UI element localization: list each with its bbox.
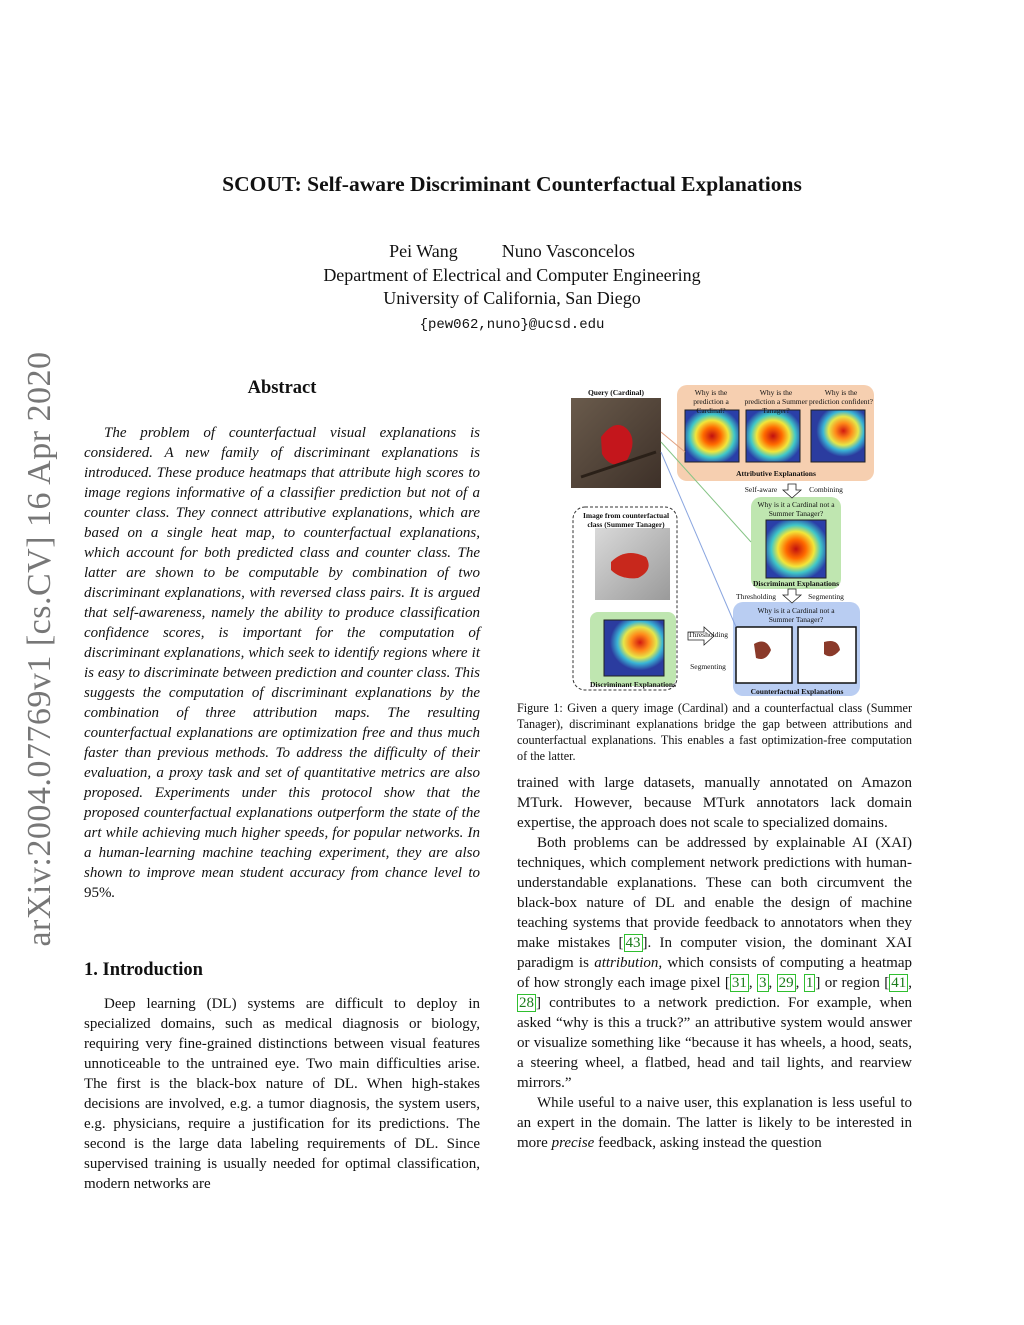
emphasis: attribution, — [594, 955, 663, 971]
question-confidence: Why is the prediction confident? — [809, 388, 873, 406]
figure-caption: Figure 1: Given a query image (Cardinal) and a counterfactual class (Summer Tanager), discriminant explanations bridge the gap between attributions and counterfactual explanations. This enables a fast optimization-free computation of the latter. — [517, 701, 912, 763]
university: University of California, San Diego — [383, 288, 641, 308]
text-run: feedback, asking instead the question — [598, 1135, 822, 1151]
heatmap-discriminant — [766, 520, 826, 578]
question-cardinal: Why is the prediction a Cardinal? — [693, 388, 729, 415]
thresholding-label: Thresholding — [736, 592, 776, 601]
heatmap-left-discriminant — [604, 620, 664, 676]
arrow-thresholding-label: Thresholding — [688, 630, 728, 639]
question-tanager: Why is the prediction a Summer Tanager? — [744, 388, 808, 415]
emphasis: precise — [551, 1135, 595, 1151]
attributive-label: Attributive Explanations — [736, 469, 816, 478]
author-block — [0, 240, 1024, 337]
paragraph: Deep learning (DL) systems are difficult to deploy in specialized domains, such as medical diagnosis or biology, requiring very fine-grained distinctions between visual features unnoticeable to the untrained eye. Two main difficulties arise. The first is the black-box nature of DL. When high-stakes decisions are involved, e.g. a tumor diagnosis, the system users, e.g. physicians, require a justification for its predictions. The second is the large data labeling requirements of DL. Since supervised training is usually needed for optimal classification, modern networks are — [84, 996, 480, 1192]
abstract-percentage: 95% — [84, 885, 112, 901]
paragraph: Both problems can be addressed by explainable AI (XAI) techniques, which complement network predictions with human-understandable explanations. These can both circumvent the black-box nature of DL and enable the design of machine teaching systems that provide feedback to annotators when they make mistakes [ 43 ]. In computer vision, the dominant XAI paradigm is attribution, which consists of computing a heatmap of how strongly each image pixel [ 31 , 3 , 29 , 1 ] or region [ 41 , 28 ] contributes to a network prediction. For example, when asked “why is this a truck?” an attributive system would answer or visualize something like “because it has wheels, a hood, seats, a steering wheel, a flatbed, head and tail lights, and rearview mirrors.” — [517, 835, 913, 1091]
arrow-segmenting-label: Segmenting — [690, 662, 726, 671]
heatmap-tanager — [746, 410, 800, 462]
counterfactual-label: Counterfactual Explanations — [750, 687, 844, 696]
discriminant-question: Why is it a Cardinal not a Summer Tanager? — [757, 500, 835, 518]
abstract-body: The problem of counterfactual visual explanations is considered. A new family of discriminant explanations is introduced. These produce heatmaps that attribute high scores to image regions informative of a classifier prediction but not of a counter class. They connect attributive explanations, which are based on a single heat map, to counterfactual explanations, which account for both predicted class and counter class. The latter are shown to be computable by combination of two discriminant explanations, with reversed class pairs. It is argued that self-awareness, namely the ability to produce classification confidence scores, is important for the computation of discriminant explanations, which seek to identify regions where it is easy to discriminate between prediction and counter class. This suggests the computation of discriminant explanations by the combination of three attribution maps. The resulting counterfactual explanations are optimization free and thus much faster than previous methods. To address the difficulty of their evaluation, a proxy task and set of quantitative metrics are also proposed. Experiments under this protocol show that the proposed counterfactual explanations outperform the state of the art while achieving much higher speeds, for popular networks. In a human-learning machine teaching experiment, they are also shown to improve mean student accuracy from chance level to — [84, 425, 480, 881]
text-run: contributes to a network prediction. For example, when asked “why is this a truck?” an attributive system would answer or visualize something like “because it has wheels, a hood, seats, a steering wheel, a flatbed, head and tail lights, and rearview mirrors.” — [517, 995, 913, 1091]
section-heading: 1. Introduction — [84, 960, 203, 980]
paper-title: SCOUT: Self-aware Discriminant Counterfactual Explanations — [222, 172, 802, 196]
citation-link[interactable]: 3 — [759, 975, 767, 991]
heatmap-confidence — [811, 410, 865, 462]
author-names — [0, 240, 1024, 264]
paragraph: trained with large datasets, manually annotated on Amazon MTurk. However, because MTurk annotators lack domain expertise, the approach does not scale to specialized domains. — [517, 775, 912, 831]
email: {pew062,nuno}@ucsd.edu — [419, 316, 605, 333]
text-run: or region — [824, 975, 880, 991]
arxiv-identifier: arXiv:2004.07769v1 [cs.CV] 16 Apr 2020 — [21, 351, 58, 947]
citation-link[interactable]: 28 — [519, 995, 534, 1011]
counterfactual-question: Why is it a Cardinal not a Summer Tanager? — [757, 606, 835, 624]
counterfactual-class-label: Image from counterfactual class (Summer Tanager) — [582, 511, 670, 529]
citation-link[interactable]: 1 — [805, 975, 814, 991]
abstract-heading: Abstract — [247, 378, 317, 398]
text-run: Both problems can be addressed by explainable AI (XAI) techniques, which complement network predictions with human-understandable explanations. These can both circumvent the black-box nature of DL and enable the design of machine teaching systems that provide feedback to annotators when they make mistakes — [517, 835, 912, 951]
citation-link[interactable]: 41 — [891, 975, 907, 991]
department: Department of Electrical and Computer Engineering — [323, 264, 701, 285]
abstract-text — [84, 423, 480, 903]
citation-link[interactable]: 43 — [625, 935, 641, 951]
intro-column-left — [84, 994, 480, 1194]
self-aware-label: Self-aware — [744, 485, 778, 494]
intro-column-right — [517, 773, 912, 1153]
text-run: While useful to a naive user, this explanation is less useful to an expert in the domain. The latter is likely to be interested in more — [517, 1095, 912, 1151]
text-run: . In computer vision, the dominant XAI paradigm is — [517, 935, 912, 971]
author-name: Nuno Vasconcelos — [501, 241, 635, 261]
paragraph — [517, 1093, 912, 1153]
segmenting-label: Segmenting — [808, 592, 844, 601]
figure-diagram — [566, 382, 886, 696]
citation-link[interactable]: 29 — [778, 975, 794, 991]
combining-label: Combining — [809, 485, 843, 494]
figure-1 — [566, 382, 886, 696]
left-discriminant-label: Discriminant Explanations — [589, 680, 677, 689]
text-run: which consists of computing a heatmap of how strongly each image pixel — [517, 955, 912, 991]
abstract-period: . — [111, 885, 116, 901]
query-label: Query (Cardinal) — [587, 388, 645, 397]
heatmap-cardinal — [685, 410, 739, 462]
author-name: Pei Wang — [389, 241, 458, 261]
discriminant-label: Discriminant Explanations — [752, 579, 840, 588]
citation-link[interactable]: 31 — [731, 975, 747, 991]
